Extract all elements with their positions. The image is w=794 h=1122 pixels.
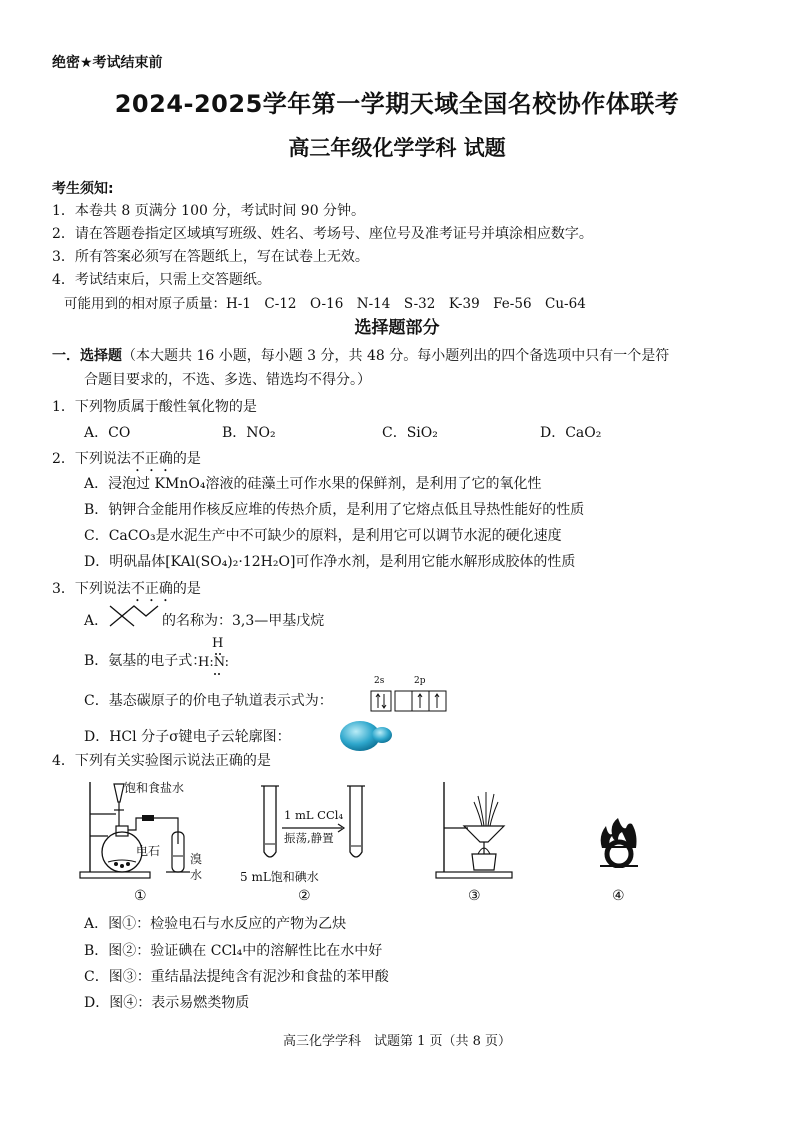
q2-option-a: A．浸泡过 KMnO₄溶液的硅藻土可作水果的保鲜剂，是利用了它的氧化性 bbox=[84, 476, 542, 492]
atomic-masses: 可能用到的相对原子质量：H-1 C-12 O-16 N-14 S-32 K-39 Fe-56 Cu-64 bbox=[64, 296, 586, 312]
sigma-bond-cloud-icon bbox=[338, 718, 394, 754]
fig1-label-brine: 饱和食盐水 bbox=[124, 781, 185, 795]
q1-option-d: D．CaO₂ bbox=[540, 425, 602, 441]
notice-item: 4．考试结束后，只需上交答题纸。 bbox=[52, 272, 271, 288]
q3-option-a-label: A． bbox=[84, 613, 109, 629]
q4-option-a: A．图①：检验电石与水反应的产物为乙炔 bbox=[84, 916, 347, 932]
section-title: 选择题部分 bbox=[354, 318, 440, 338]
fig2-label-iodine-water: 5 mL饱和碘水 bbox=[240, 870, 319, 884]
q3-option-a-text: 的名称为：3,3—甲基戊烷 bbox=[162, 613, 325, 629]
q4-option-d: D．图④：表示易燃类物质 bbox=[84, 995, 250, 1011]
orbital-2p-label: 2p bbox=[414, 676, 426, 686]
oxidizer-hazard-icon bbox=[596, 818, 642, 868]
fig-number-1: ① bbox=[134, 888, 147, 904]
notice-item: 3．所有答案必须写在答题纸上，写在试卷上无效。 bbox=[52, 249, 369, 265]
part1-desc-line1 bbox=[52, 345, 669, 365]
q1-stem: 1．下列物质属于酸性氧化物的是 bbox=[52, 399, 257, 415]
fig-number-4: ④ bbox=[612, 888, 625, 904]
orbital-diagram-icon bbox=[370, 690, 448, 712]
q3-stem-post: 的是 bbox=[172, 581, 201, 597]
exam-title: 2024-2025学年第一学期天域全国名校协作体联考 bbox=[114, 90, 680, 118]
fig1-label-bromine: 溴 bbox=[190, 852, 203, 866]
q3-stem-emphasis: 不正确 bbox=[130, 581, 173, 597]
electron-formula-bottom: H:N: bbox=[198, 655, 230, 670]
q3-option-d: D．HCl 分子σ键电子云轮廓图： bbox=[84, 729, 291, 745]
q1-option-b: B．NO₂ bbox=[222, 425, 276, 441]
fig2-label-shake: 振荡,静置 bbox=[284, 831, 334, 845]
fig-number-2: ② bbox=[298, 888, 311, 904]
q4-option-b: B．图②：验证碘在 CCl₄中的溶解性比在水中好 bbox=[84, 943, 383, 959]
q2-stem-emphasis: 不正确 bbox=[130, 451, 173, 467]
q3-option-b: B．氨基的电子式： bbox=[84, 653, 207, 669]
q2-option-d: D．明矾晶体[KAl(SO₄)₂·12H₂O]可作净水剂，是利用它能水解形成胶体的性质 bbox=[84, 554, 576, 570]
orbital-2s-label: 2s bbox=[374, 676, 385, 686]
q3-option-c: C．基态碳原子的价电子轨道表示式为： bbox=[84, 693, 333, 709]
q1-option-a: A．CO bbox=[84, 425, 131, 441]
electron-dots-icon bbox=[214, 651, 222, 657]
q4-stem: 4．下列有关实验图示说法正确的是 bbox=[52, 753, 271, 769]
part1-desc-line2: 合题目要求的，不选、多选、错选均不得分。） bbox=[84, 372, 371, 388]
test-tubes-figure-2 bbox=[260, 782, 370, 866]
filtration-figure-3 bbox=[434, 776, 518, 882]
q4-option-c: C．图③：重结晶法提纯含有泥沙和食盐的苯甲酸 bbox=[84, 969, 389, 985]
fig-number-3: ③ bbox=[468, 888, 481, 904]
part1-desc: （本大题共 16 小题，每小题 3 分，共 48 分。每小题列出的四个备选项中只有一个是符 bbox=[122, 348, 670, 364]
fig1-label-water: 水 bbox=[190, 868, 203, 882]
exam-subtitle: 高三年级化学学科 试题 bbox=[288, 136, 506, 160]
q1-option-c: C．SiO₂ bbox=[382, 425, 438, 441]
fig1-label-carbide: 电石 bbox=[136, 844, 161, 858]
notice-item: 1．本卷共 8 页满分 100 分，考试时间 90 分钟。 bbox=[52, 203, 366, 219]
part1-label: 一．选择题 bbox=[52, 348, 122, 364]
page-footer: 高三化学学科 试题第 1 页（共 8 页） bbox=[282, 1034, 512, 1049]
q2-option-b: B．钠钾合金能用作核反应堆的传热介质，是利用了它熔点低且导热性能好的性质 bbox=[84, 502, 585, 518]
confidential-mark: 绝密★考试结束前 bbox=[52, 55, 163, 71]
q2-stem-pre: 2．下列说法 bbox=[52, 451, 131, 467]
skeletal-formula-icon bbox=[108, 602, 162, 630]
q2-stem bbox=[52, 448, 201, 475]
notice-heading: 考生须知: bbox=[52, 181, 114, 197]
electron-dots-icon bbox=[212, 671, 224, 677]
q2-option-c: C．CaCO₃是水泥生产中不可缺少的原料，是利用它可以调节水泥的硬化速度 bbox=[84, 528, 562, 544]
q3-stem-pre: 3．下列说法 bbox=[52, 581, 131, 597]
q3-stem bbox=[52, 578, 201, 605]
electron-formula-top: H bbox=[212, 636, 224, 651]
notice-item: 2．请在答题卷指定区域填写班级、姓名、考场号、座位号及准考证号并填涂相应数字。 bbox=[52, 226, 593, 242]
q2-stem-post: 的是 bbox=[172, 451, 201, 467]
fig2-label-ccl4: 1 mL CCl₄ bbox=[284, 808, 344, 822]
